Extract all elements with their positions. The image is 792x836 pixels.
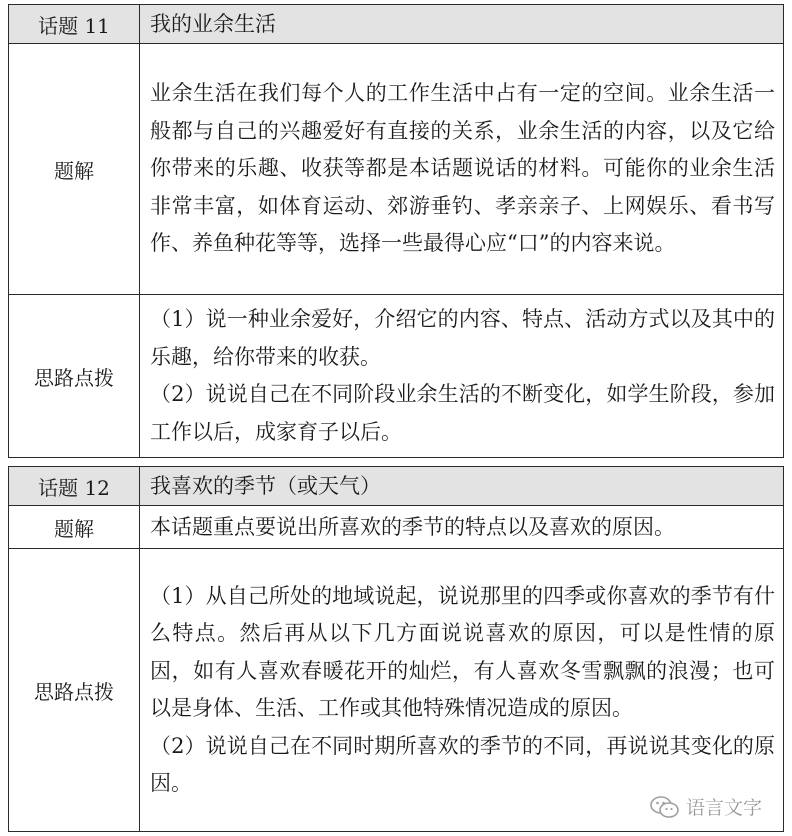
explanation-label: 题解 <box>9 506 140 549</box>
topic-12-table <box>8 466 784 832</box>
wechat-icon <box>650 795 680 819</box>
topic-header-row <box>9 467 784 506</box>
watermark-text: 语言文字 <box>685 797 762 819</box>
approach-row <box>9 549 784 832</box>
approach-row <box>9 295 784 458</box>
approach-point-2: （2）说说自己在不同时期所喜欢的季节的不同，再说说其变化的原因。 <box>150 733 775 795</box>
explanation-row <box>9 44 784 295</box>
explanation-text <box>140 44 784 295</box>
watermark <box>650 793 762 820</box>
approach-label: 思路点拨 <box>9 549 140 832</box>
approach-point-1: （1）从自己所处的地域说起，说说那里的四季或你喜欢的季节有什么特点。然后再从以下几方面说说喜欢的原因，可以是性情的原因，如有人喜欢春暖花开的灿烂，有人喜欢冬雪飘飘的浪漫；也可以是身体、生活、工作或其他特殊情况造成的原因。 <box>150 583 775 720</box>
topic-header-row <box>9 5 784 44</box>
explanation-text <box>140 506 784 549</box>
approach-text <box>140 549 784 832</box>
approach-text <box>140 295 784 458</box>
topic-title: 我喜欢的季节（或天气） <box>140 467 784 506</box>
topic-title: 我的业余生活 <box>140 5 784 44</box>
topic-11-table <box>8 4 784 458</box>
approach-point-1: （1）说一种业余爱好，介绍它的内容、特点、活动方式以及其中的乐趣，给你带来的收获。 <box>150 307 775 369</box>
topic-number: 话题 12 <box>9 467 140 506</box>
explanation-paragraph: 业余生活在我们每个人的工作生活中占有一定的空间。业余生活一般都与自己的兴趣爱好有直接的关系，业余生活的内容，以及它给你带来的乐趣、收获等都是本话题说话的材料。可能你的业余生活非常丰富，如体育运动、郊游垂钓、孝亲亲子、上网娱乐、看书写作、养鱼种花等等，选择一些最得心应“口”的内容来说。 <box>150 81 775 256</box>
explanation-row <box>9 506 784 549</box>
explanation-label: 题解 <box>9 44 140 295</box>
approach-label: 思路点拨 <box>9 295 140 458</box>
approach-point-2: （2）说说自己在不同阶段业余生活的不断变化，如学生阶段，参加工作以后，成家育子以后。 <box>150 382 775 444</box>
topic-number: 话题 11 <box>9 5 140 44</box>
explanation-paragraph: 本话题重点要说出所喜欢的季节的特点以及喜欢的原因。 <box>150 515 675 539</box>
